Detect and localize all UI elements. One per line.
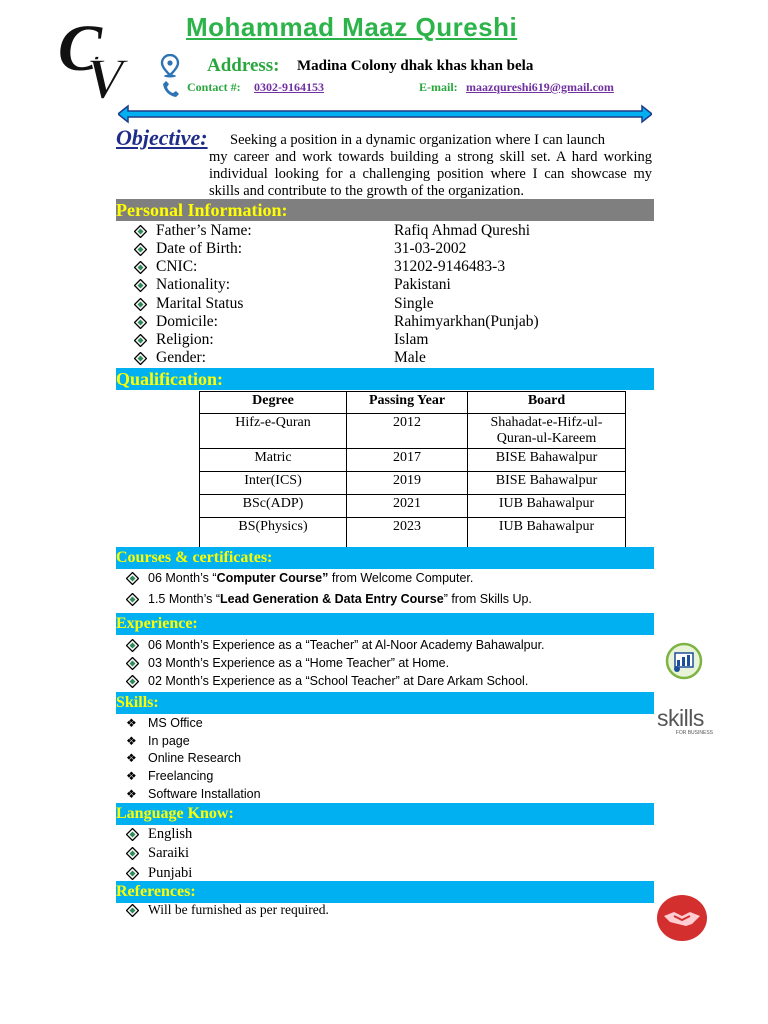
personal-info-label: Marital Status bbox=[156, 295, 244, 312]
presentation-icon bbox=[665, 642, 703, 680]
reference-text: Will be furnished as per required. bbox=[148, 902, 329, 917]
star-bullet-icon: ❖ bbox=[126, 787, 137, 801]
section-skills: Skills: bbox=[116, 692, 654, 714]
cv-logo bbox=[56, 10, 138, 102]
course-text-post: ” from Skills Up. bbox=[443, 592, 532, 606]
diamond-bullet-icon bbox=[134, 316, 147, 329]
skill-item bbox=[126, 714, 646, 732]
table-cell: 2021 bbox=[347, 495, 468, 518]
contact-label: Contact #: bbox=[187, 80, 241, 94]
section-courses-certificates: Courses & certificates: bbox=[116, 547, 654, 569]
handshake-icon bbox=[656, 894, 708, 942]
personal-info-label: Father’s Name: bbox=[156, 222, 252, 239]
diamond-bullet-icon bbox=[134, 225, 147, 238]
table-cell: BISE Bahawalpur bbox=[468, 472, 626, 495]
star-bullet-icon: ❖ bbox=[126, 734, 137, 748]
diamond-bullet-icon bbox=[134, 243, 147, 256]
skill-item bbox=[126, 785, 646, 803]
skill-text: Freelancing bbox=[148, 769, 214, 783]
skill-text: In page bbox=[148, 734, 190, 748]
star-bullet-icon: ❖ bbox=[126, 751, 137, 765]
phone-link[interactable]: 0302-9164153 bbox=[254, 80, 324, 94]
qualification-table bbox=[199, 391, 626, 548]
logo-letter-c: C bbox=[58, 12, 103, 85]
diamond-bullet-icon bbox=[126, 675, 139, 688]
candidate-name: Mohammad Maaz Qureshi bbox=[186, 12, 518, 42]
personal-info-label: Nationality: bbox=[156, 276, 231, 293]
diamond-bullet-icon bbox=[126, 867, 139, 880]
experience-text: 06 Month’s Experience as a “Teacher” at Al-Noor Academy Bahawalpur. bbox=[148, 638, 545, 652]
logo-letter-v: V bbox=[86, 46, 125, 102]
diamond-bullet-icon bbox=[126, 828, 139, 841]
personal-info-value: 31-03-2002 bbox=[394, 240, 467, 257]
experience-item bbox=[126, 672, 646, 690]
language-text: English bbox=[148, 826, 193, 842]
skill-text: Software Installation bbox=[148, 787, 261, 801]
table-cell: BS(Physics) bbox=[200, 518, 347, 548]
skill-item bbox=[126, 732, 646, 750]
skills-for-business-logo bbox=[657, 706, 713, 740]
email-label: E-mail: bbox=[419, 80, 458, 94]
table-cell: IUB Bahawalpur bbox=[468, 495, 626, 518]
personal-info-row bbox=[134, 276, 654, 294]
diamond-bullet-icon bbox=[134, 334, 147, 347]
column-header-degree: Degree bbox=[200, 392, 347, 414]
diamond-bullet-icon bbox=[134, 298, 147, 311]
skill-text: MS Office bbox=[148, 716, 203, 730]
skills-logo-text: skills bbox=[657, 705, 704, 731]
experience-text: 02 Month’s Experience as a “School Teacher” at Dare Arkam School. bbox=[148, 674, 529, 688]
objective-label: Objective: bbox=[116, 125, 208, 150]
table-cell: Inter(ICS) bbox=[200, 472, 347, 495]
section-personal-information: Personal Information: bbox=[116, 199, 654, 221]
diamond-bullet-icon bbox=[126, 639, 139, 652]
address-label: Address: bbox=[207, 55, 280, 76]
diamond-bullet-icon bbox=[134, 352, 147, 365]
table-cell: IUB Bahawalpur bbox=[468, 518, 626, 548]
personal-info-value: Rahimyarkhan(Punjab) bbox=[394, 313, 539, 330]
column-header-board: Board bbox=[468, 392, 626, 414]
table-header-row bbox=[200, 392, 626, 414]
diamond-bullet-icon bbox=[134, 261, 147, 274]
header-divider-arrow bbox=[118, 104, 652, 124]
course-title: Lead Generation & Data Entry Course bbox=[220, 592, 444, 606]
table-cell: 2017 bbox=[347, 449, 468, 472]
table-cell: Matric bbox=[200, 449, 347, 472]
diamond-bullet-icon bbox=[126, 847, 139, 860]
table-cell: Hifz-e-Quran bbox=[200, 414, 347, 449]
experience-text: 03 Month’s Experience as a “Home Teacher” at Home. bbox=[148, 656, 450, 670]
section-experience: Experience: bbox=[116, 613, 654, 635]
address-value: Madina Colony dhak khas khan bela bbox=[297, 58, 534, 74]
reference-item bbox=[126, 901, 646, 919]
experience-item bbox=[126, 654, 646, 672]
table-cell: Shahadat-e-Hifz-ul-Quran-ul-Kareem bbox=[468, 414, 626, 449]
personal-info-row bbox=[134, 331, 654, 349]
diamond-bullet-icon bbox=[126, 657, 139, 670]
course-text bbox=[148, 590, 532, 608]
language-item bbox=[126, 844, 646, 862]
skill-item bbox=[126, 767, 646, 785]
star-bullet-icon: ❖ bbox=[126, 769, 137, 783]
table-row bbox=[200, 449, 626, 472]
experience-item bbox=[126, 636, 646, 654]
personal-info-value: 31202-9146483-3 bbox=[394, 258, 506, 275]
table-row bbox=[200, 495, 626, 518]
skills-logo-subtext: FOR BUSINESS bbox=[675, 730, 713, 736]
personal-info-row bbox=[134, 313, 654, 331]
language-text: Punjabi bbox=[148, 865, 193, 881]
course-text-post: from Welcome Computer. bbox=[328, 571, 474, 585]
diamond-bullet-icon bbox=[134, 279, 147, 292]
email-link[interactable]: maazqureshi619@gmail.com bbox=[466, 80, 614, 94]
table-row bbox=[200, 414, 626, 449]
personal-info-row bbox=[134, 240, 654, 258]
course-text-pre: 1.5 Month’s “ bbox=[148, 592, 221, 606]
table-cell: 2019 bbox=[347, 472, 468, 495]
personal-info-row bbox=[134, 222, 654, 240]
table-cell: BISE Bahawalpur bbox=[468, 449, 626, 472]
objective-text: my career and work towards building a strong skill set. A hard working individual looking for a challenging position where I can showcase my skills and contribute to the growth of the organization. bbox=[209, 149, 652, 199]
table-row bbox=[200, 472, 626, 495]
column-header-passing-year: Passing Year bbox=[347, 392, 468, 414]
table-cell: BSc(ADP) bbox=[200, 495, 347, 518]
star-bullet-icon: ❖ bbox=[126, 716, 137, 730]
section-qualification: Qualification: bbox=[116, 368, 654, 390]
section-references: References: bbox=[116, 881, 654, 903]
course-item bbox=[126, 590, 646, 608]
section-language-know: Language Know: bbox=[116, 803, 654, 825]
language-text: Saraiki bbox=[148, 845, 190, 861]
personal-info-value: Rafiq Ahmad Qureshi bbox=[394, 222, 531, 239]
personal-info-row bbox=[134, 258, 654, 276]
personal-info-label: Date of Birth: bbox=[156, 240, 243, 257]
diamond-bullet-icon bbox=[126, 572, 139, 585]
language-item bbox=[126, 825, 646, 843]
personal-info-value: Single bbox=[394, 295, 434, 312]
personal-info-value: Male bbox=[394, 349, 426, 366]
course-text bbox=[148, 569, 473, 587]
language-item bbox=[126, 864, 646, 882]
course-item bbox=[126, 569, 646, 587]
personal-info-label: CNIC: bbox=[156, 258, 198, 275]
personal-info-label: Domicile: bbox=[156, 313, 218, 330]
course-title: Computer Course” bbox=[216, 571, 329, 585]
phone-icon bbox=[162, 80, 180, 98]
table-row bbox=[200, 518, 626, 548]
table-cell: 2012 bbox=[347, 414, 468, 449]
location-pin-icon bbox=[160, 54, 180, 78]
diamond-bullet-icon bbox=[126, 593, 139, 606]
personal-info-value: Islam bbox=[394, 331, 429, 348]
objective-text-first-line: Seeking a position in a dynamic organization where I can launch bbox=[230, 132, 606, 148]
personal-info-label: Religion: bbox=[156, 331, 214, 348]
personal-info-label: Gender: bbox=[156, 349, 206, 366]
course-text-pre: 06 Month’s “ bbox=[148, 571, 217, 585]
personal-info-row bbox=[134, 349, 654, 367]
table-cell: 2023 bbox=[347, 518, 468, 548]
diamond-bullet-icon bbox=[126, 904, 139, 917]
personal-info-value: Pakistani bbox=[394, 276, 451, 293]
skill-text: Online Research bbox=[148, 751, 242, 765]
personal-info-row bbox=[134, 295, 654, 313]
skill-item bbox=[126, 749, 646, 767]
